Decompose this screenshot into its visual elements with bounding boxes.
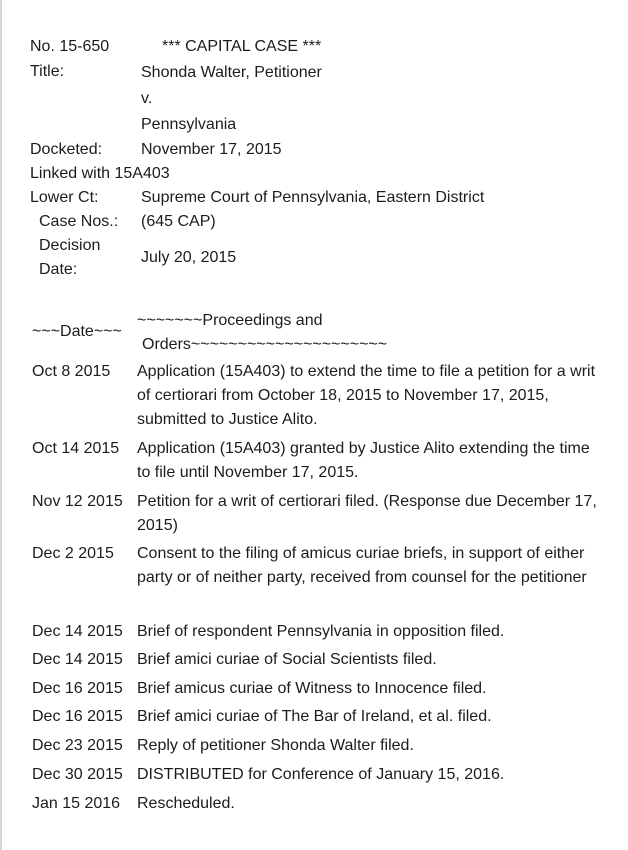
case-number: No. 15-650 — [30, 38, 110, 55]
entry-text: Brief amici curiae of The Bar of Ireland, et al. filed. — [137, 708, 492, 725]
title-label: Title: — [30, 63, 65, 80]
entry-date: Oct 8 2015 — [32, 363, 111, 380]
linked-case: Linked with 15A403 — [30, 165, 170, 182]
entry-text: Brief amici curiae of Social Scientists filed. — [137, 651, 437, 668]
entry-date: Oct 14 2015 — [32, 440, 120, 457]
entry-text: Reply of petitioner Shonda Walter filed. — [137, 737, 414, 754]
petitioner-name: Shonda Walter, Petitioner — [141, 64, 322, 81]
entry-text: Brief amicus curiae of Witness to Innocence filed. — [137, 680, 487, 697]
entry-date: Dec 2 2015 — [32, 545, 114, 562]
left-border — [0, 0, 2, 850]
docketed-date: November 17, 2015 — [141, 141, 282, 158]
lower-court-label: Lower Ct: — [30, 189, 99, 206]
entry-text: Petition for a writ of certiorari filed. (Response due December 17, 2015) — [137, 493, 597, 534]
entry-text: DISTRIBUTED for Conference of January 15, 2016. — [137, 766, 505, 783]
decision-date-label-line1: Decision — [39, 237, 101, 254]
docketed-label: Docketed: — [30, 141, 103, 158]
entry-date: Dec 30 2015 — [32, 766, 123, 783]
entry-text: Rescheduled. — [137, 795, 235, 812]
date-column-header: ~~~Date~~~ — [32, 323, 122, 340]
capital-case-label: *** CAPITAL CASE *** — [162, 38, 322, 55]
entry-text: Consent to the filing of amicus curiae briefs, in support of either party or of neither party, received from counsel for the petitioner — [137, 545, 587, 586]
case-nos-label: Case Nos.: — [39, 213, 119, 230]
entry-text: Application (15A403) to extend the time to file a petition for a writ of certiorari from October 18, 2015 to November 17, 2015, submitted to Justice Alito. — [137, 363, 596, 428]
respondent-name: Pennsylvania — [141, 116, 237, 133]
entry-text: Brief of respondent Pennsylvania in opposition filed. — [137, 623, 505, 640]
entry-date: Dec 23 2015 — [32, 737, 123, 754]
entry-date: Dec 16 2015 — [32, 680, 123, 697]
proceedings-header-line1: ~~~~~~~Proceedings and — [137, 312, 323, 329]
case-nos-value: (645 CAP) — [141, 213, 216, 230]
proceedings-header-line2: Orders~~~~~~~~~~~~~~~~~~~~~ — [142, 336, 388, 353]
decision-date-value: July 20, 2015 — [141, 249, 237, 266]
entry-date: Jan 15 2016 — [32, 795, 121, 812]
lower-court-value: Supreme Court of Pennsylvania, Eastern District — [141, 189, 485, 206]
decision-date-label-line2: Date: — [39, 261, 78, 278]
entry-date: Dec 14 2015 — [32, 623, 123, 640]
versus-text: v. — [141, 90, 153, 107]
entry-date: Dec 16 2015 — [32, 708, 123, 725]
entry-date: Dec 14 2015 — [32, 651, 123, 668]
entry-text: Application (15A403) granted by Justice Alito extending the time to file until November 17, 2015. — [137, 440, 590, 481]
entry-date: Nov 12 2015 — [32, 493, 123, 510]
